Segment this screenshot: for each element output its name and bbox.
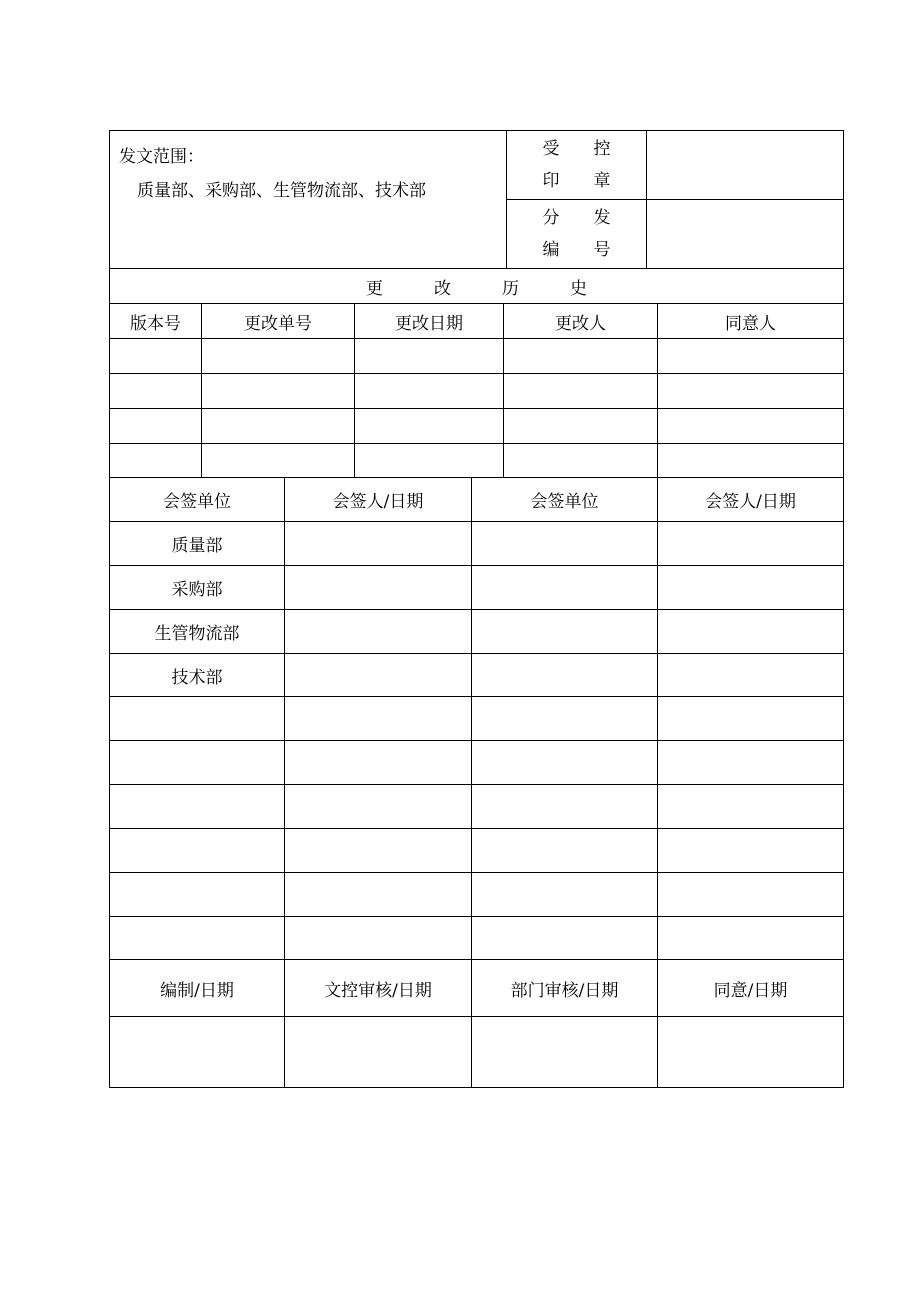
countersign-signer-cell[interactable] [657, 740, 844, 785]
revision-row-4-version[interactable] [109, 443, 202, 478]
revision-row-4-change-number[interactable] [201, 443, 355, 478]
revision-row-1-approver[interactable] [657, 338, 844, 374]
countersign-unit-cell[interactable] [471, 828, 658, 873]
revision-row-3-change-date[interactable] [354, 408, 504, 444]
countersign-unit-cell[interactable] [471, 872, 658, 917]
approval-prepared-signature[interactable] [109, 1016, 285, 1088]
approval-doc-control-signature[interactable] [284, 1016, 472, 1088]
countersign-header-unit-2: 会签单位 [471, 477, 658, 522]
countersign-signer-cell[interactable] [284, 696, 472, 741]
controlled-seal-line1: 受 控 [542, 139, 611, 159]
revision-row-2-change-date[interactable] [354, 373, 504, 409]
distribution-number-label-cell [506, 199, 647, 269]
distribution-number-value-cell[interactable] [646, 199, 844, 269]
revision-row-2-change-number[interactable] [201, 373, 355, 409]
countersign-signer-cell[interactable] [284, 653, 472, 697]
countersign-unit-cell[interactable] [109, 828, 285, 873]
countersign-unit-cell[interactable] [109, 740, 285, 785]
revision-header-change-date: 更改日期 [354, 303, 504, 339]
revision-header-changer: 更改人 [503, 303, 658, 339]
controlled-seal-value-cell[interactable] [646, 130, 844, 200]
countersign-unit-technical: 技术部 [109, 653, 285, 697]
document-form [109, 130, 844, 1088]
distribution-number-line2: 编 号 [542, 240, 611, 260]
revision-history-title [109, 268, 844, 304]
countersign-unit-cell[interactable] [471, 740, 658, 785]
countersign-header-signer-1: 会签人/日期 [284, 477, 472, 522]
countersign-header-unit-1: 会签单位 [109, 477, 285, 522]
approval-header-doc-control: 文控审核/日期 [284, 959, 472, 1017]
distribution-departments: 质量部、采购部、生管物流部、技术部 [137, 181, 426, 201]
countersign-signer-cell[interactable] [657, 784, 844, 829]
countersign-signer-cell[interactable] [657, 521, 844, 566]
countersign-unit-cell[interactable] [109, 872, 285, 917]
countersign-signer-cell[interactable] [657, 609, 844, 654]
revision-row-1-change-date[interactable] [354, 338, 504, 374]
countersign-signer-cell[interactable] [284, 916, 472, 960]
revision-row-1-changer[interactable] [503, 338, 658, 374]
revision-history-title-text: 更 改 历 史 [366, 278, 587, 299]
revision-row-3-change-number[interactable] [201, 408, 355, 444]
revision-row-4-changer[interactable] [503, 443, 658, 478]
countersign-signer-cell[interactable] [284, 740, 472, 785]
countersign-unit-cell[interactable] [471, 916, 658, 960]
countersign-signer-cell[interactable] [284, 521, 472, 566]
distribution-scope-cell [109, 130, 507, 269]
countersign-unit-cell[interactable] [109, 696, 285, 741]
countersign-unit-purchasing: 采购部 [109, 565, 285, 610]
countersign-unit-quality: 质量部 [109, 521, 285, 566]
countersign-signer-cell[interactable] [284, 872, 472, 917]
countersign-signer-cell[interactable] [657, 653, 844, 697]
approval-dept-review-signature[interactable] [471, 1016, 658, 1088]
countersign-signer-cell[interactable] [284, 828, 472, 873]
countersign-unit-cell[interactable] [109, 784, 285, 829]
revision-row-3-changer[interactable] [503, 408, 658, 444]
revision-header-approver: 同意人 [657, 303, 844, 339]
countersign-signer-cell[interactable] [657, 872, 844, 917]
countersign-header-signer-2: 会签人/日期 [657, 477, 844, 522]
revision-row-3-version[interactable] [109, 408, 202, 444]
countersign-unit-cell[interactable] [471, 609, 658, 654]
revision-row-4-approver[interactable] [657, 443, 844, 478]
distribution-number-line1: 分 发 [542, 208, 611, 228]
countersign-signer-cell[interactable] [657, 565, 844, 610]
controlled-seal-label-cell [506, 130, 647, 200]
countersign-signer-cell[interactable] [284, 565, 472, 610]
revision-row-2-changer[interactable] [503, 373, 658, 409]
countersign-signer-cell[interactable] [657, 828, 844, 873]
countersign-unit-cell[interactable] [109, 916, 285, 960]
countersign-unit-cell[interactable] [471, 653, 658, 697]
revision-row-1-version[interactable] [109, 338, 202, 374]
revision-header-version: 版本号 [109, 303, 202, 339]
approval-header-agreed: 同意/日期 [657, 959, 844, 1017]
approval-agreed-signature[interactable] [657, 1016, 844, 1088]
countersign-unit-cell[interactable] [471, 521, 658, 566]
distribution-scope-label: 发文范围： [119, 147, 204, 167]
countersign-signer-cell[interactable] [657, 916, 844, 960]
approval-header-dept-review: 部门审核/日期 [471, 959, 658, 1017]
countersign-signer-cell[interactable] [284, 784, 472, 829]
countersign-unit-production-logistics: 生管物流部 [109, 609, 285, 654]
approval-header-prepared: 编制/日期 [109, 959, 285, 1017]
countersign-unit-cell[interactable] [471, 696, 658, 741]
revision-row-2-approver[interactable] [657, 373, 844, 409]
revision-header-change-number: 更改单号 [201, 303, 355, 339]
revision-row-4-change-date[interactable] [354, 443, 504, 478]
countersign-unit-cell[interactable] [471, 565, 658, 610]
revision-row-2-version[interactable] [109, 373, 202, 409]
countersign-unit-cell[interactable] [471, 784, 658, 829]
revision-row-3-approver[interactable] [657, 408, 844, 444]
revision-row-1-change-number[interactable] [201, 338, 355, 374]
countersign-signer-cell[interactable] [284, 609, 472, 654]
controlled-seal-line2: 印 章 [542, 171, 611, 191]
countersign-signer-cell[interactable] [657, 696, 844, 741]
